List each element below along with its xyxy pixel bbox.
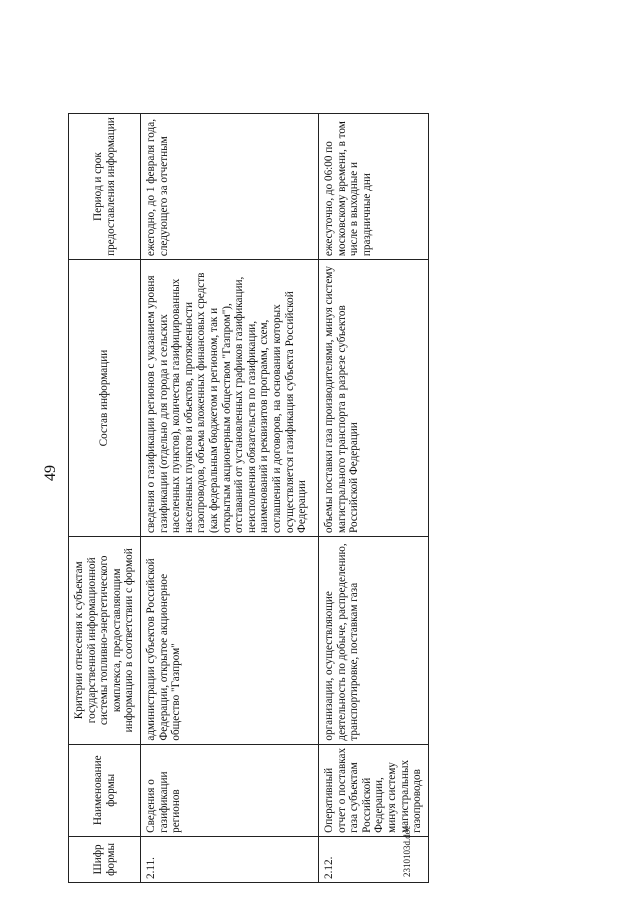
cell-criteria: администрации субъектов Российской Федерации, открытое акционерное общество "Газпром": [141, 536, 319, 744]
cell-content: сведения о газификации регионов с указанием уровня газификации (отдельно для города и сельских населенных пунктов), количества газифицированных населенных пунктов и объектов, протяженности газопроводов, объема вложенных финансовых средств (как федеральным бюджетом и регионом, так и открытым акционерным обществом "Газпром"), отставаний от установленных графиков газификации, неисполнения обязательств по газификации, наименований и реквизитов программ, схем, соглашений и договоров, на основании которых осуществляется газификация субъекта Российской Федерации: [141, 260, 319, 537]
cell-form-code: 2.12.: [319, 836, 429, 882]
document-code: 2310103d.doc: [402, 825, 412, 877]
cell-content: объемы поставки газа производителями, минуя систему магистрального транспорта в разрезе субъектов Российской Федерации: [319, 260, 429, 537]
header-form-name: Наименование формы: [69, 744, 141, 836]
forms-table: [68, 113, 429, 883]
table-header-row: [69, 114, 141, 883]
header-content: Состав информации: [69, 260, 141, 537]
page-number: 49: [42, 465, 59, 481]
header-form-code: Шифр формы: [69, 836, 141, 882]
cell-criteria: организации, осуществляющие деятельность по добыче, распределению, транспортировке, поставкам газа: [319, 536, 429, 744]
table-row: [141, 114, 319, 883]
header-criteria: Критерии отнесения к субъектам государственной информационной системы топливно-энергетического комплекса, предоставляющим информацию в соответствии с формой: [69, 536, 141, 744]
header-period: Период и срок предоставления информации: [69, 114, 141, 260]
cell-form-name: Сведения о газификации регионов: [141, 744, 319, 836]
cell-period: ежесуточно, до 06:00 по московскому времени, в том числе в выходные и праздничные дни: [319, 114, 429, 260]
cell-period: ежегодно, до 1 февраля года, следующего за отчетным: [141, 114, 319, 260]
rotated-page: [42, 53, 437, 893]
cell-form-name: Оперативный отчет о поставках газа субъектам Российской Федерации, минуя систему магистральных газопроводов: [319, 744, 429, 836]
cell-form-code: 2.11.: [141, 836, 319, 882]
